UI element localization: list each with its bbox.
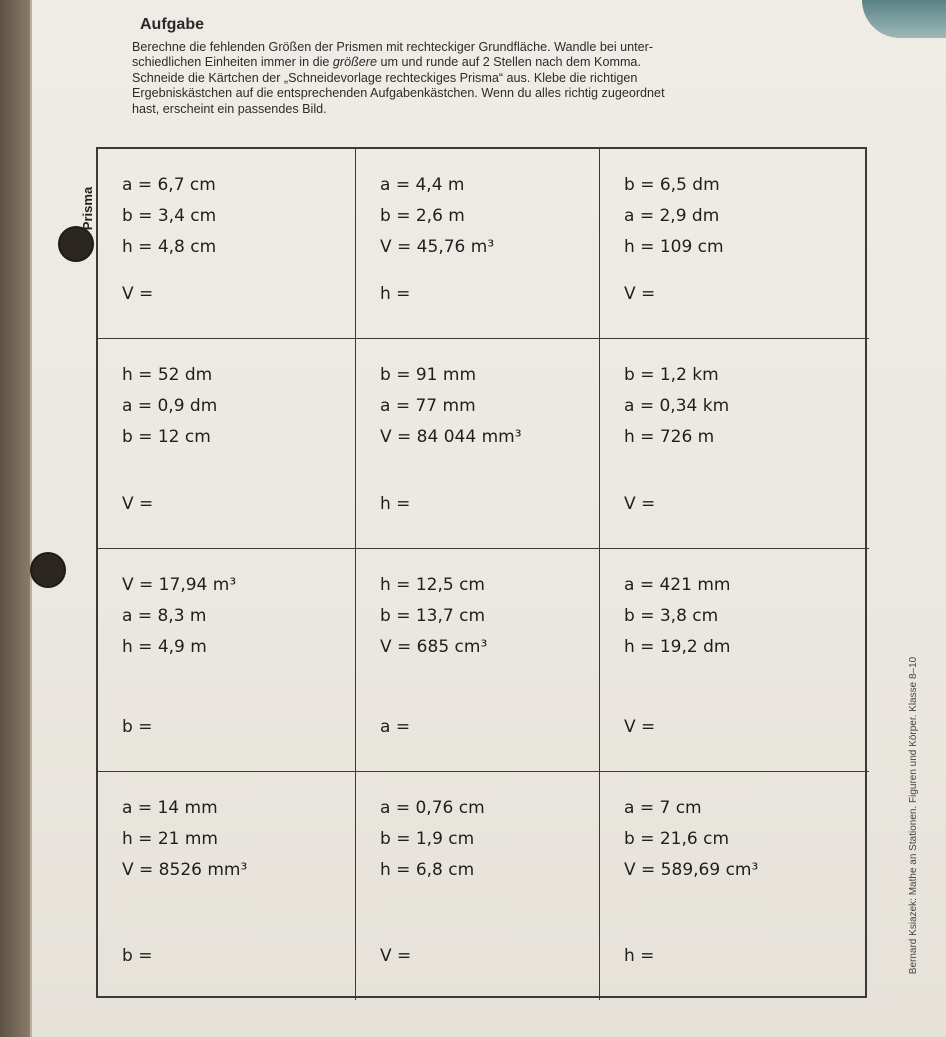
unknown-value: b = xyxy=(122,717,153,737)
task-card-grid xyxy=(96,147,867,998)
unknown-value: V = xyxy=(122,494,154,514)
given-value: h = 21 mm xyxy=(122,829,218,849)
page-title: Aufgabe xyxy=(140,16,204,33)
credit-text: Bernard Ksiazek: Mathe an Stationen. Figuren und Körper. Klasse 8–10 xyxy=(908,656,920,974)
task-card-12 xyxy=(600,772,869,1000)
given-value: h = 19,2 dm xyxy=(624,637,731,657)
instruction-emphasis: größere xyxy=(332,55,378,70)
instruction-line-2 xyxy=(132,55,802,70)
given-value: h = 109 cm xyxy=(624,237,724,257)
given-value: b = 91 mm xyxy=(380,365,476,385)
task-card-8 xyxy=(356,549,600,772)
unknown-value: V = xyxy=(122,284,154,304)
instruction-line-4: Ergebniskästchen auf die entsprechenden Aufgabenkästchen. Wenn du alles richtig zugeordnet xyxy=(132,86,665,101)
given-value: a = 14 mm xyxy=(122,798,218,818)
task-card-5 xyxy=(356,339,600,549)
task-card-4 xyxy=(98,339,356,549)
task-card-9 xyxy=(600,549,869,772)
task-card-10 xyxy=(98,772,356,1000)
given-value: a = 4,4 m xyxy=(380,175,465,195)
given-value: a = 0,34 km xyxy=(624,396,730,416)
given-value: b = 21,6 cm xyxy=(624,829,730,849)
given-value: h = 4,9 m xyxy=(122,637,207,657)
prisma-side-label xyxy=(78,168,98,248)
unknown-value: b = xyxy=(122,946,153,966)
instruction-line-3: Schneide die Kärtchen der „Schneidevorlage rechteckiges Prisma“ aus. Klebe die richtigen xyxy=(132,70,638,85)
instruction-line-1: Berechne die fehlenden Größen der Prismen mit rechteckiger Grundfläche. Wandle bei unter- xyxy=(132,40,654,54)
task-card-7 xyxy=(98,549,356,772)
given-value: a = 8,3 m xyxy=(122,606,207,626)
given-value: a = 7 cm xyxy=(624,798,702,818)
unknown-value: V = xyxy=(624,284,656,304)
given-value: b = 3,8 cm xyxy=(624,606,719,626)
unknown-value: h = xyxy=(624,946,655,966)
unknown-value: V = xyxy=(380,946,412,966)
task-card-6 xyxy=(600,339,869,549)
given-value: V = 685 cm³ xyxy=(380,637,488,657)
task-instructions xyxy=(132,40,802,117)
unknown-value: h = xyxy=(380,494,411,514)
unknown-value: V = xyxy=(624,494,656,514)
punch-hole-middle xyxy=(30,552,66,588)
given-value: h = 12,5 cm xyxy=(380,575,485,595)
given-value: h = 6,8 cm xyxy=(380,860,475,880)
unknown-value: a = xyxy=(380,717,411,737)
given-value: a = 0,9 dm xyxy=(122,396,218,416)
given-value: b = 1,9 cm xyxy=(380,829,475,849)
given-value: V = 17,94 m³ xyxy=(122,575,237,595)
given-value: V = 45,76 m³ xyxy=(380,237,495,257)
given-value: b = 1,2 km xyxy=(624,365,719,385)
given-value: h = 4,8 cm xyxy=(122,237,217,257)
given-value: a = 0,76 cm xyxy=(380,798,485,818)
given-value: h = 726 m xyxy=(624,427,715,447)
given-value: a = 77 mm xyxy=(380,396,476,416)
given-value: b = 3,4 cm xyxy=(122,206,217,226)
instruction-line-2a: schiedlichen Einheiten immer in die xyxy=(132,55,330,70)
given-value: V = 589,69 cm³ xyxy=(624,860,759,880)
unknown-value: h = xyxy=(380,284,411,304)
given-value: V = 84 044 mm³ xyxy=(380,427,522,447)
task-card-11 xyxy=(356,772,600,1000)
given-value: h = 52 dm xyxy=(122,365,213,385)
instruction-line-5: hast, erscheint ein passendes Bild. xyxy=(132,101,327,116)
instruction-line-2b: um und runde auf 2 Stellen nach dem Komma. xyxy=(377,55,641,70)
binder-edge xyxy=(0,0,30,1037)
given-value: b = 6,5 dm xyxy=(624,175,720,195)
given-value: a = 6,7 cm xyxy=(122,175,216,195)
given-value: b = 12 cm xyxy=(122,427,211,447)
given-value: a = 421 mm xyxy=(624,575,731,595)
task-card-2 xyxy=(356,149,600,339)
unknown-value: V = xyxy=(624,717,656,737)
given-value: b = 13,7 cm xyxy=(380,606,486,626)
task-card-3 xyxy=(600,149,869,339)
given-value: V = 8526 mm³ xyxy=(122,860,248,880)
given-value: b = 2,6 m xyxy=(380,206,465,226)
given-value: a = 2,9 dm xyxy=(624,206,720,226)
prisma-label-text: Prisma xyxy=(80,186,96,230)
credit-line xyxy=(902,600,926,1030)
task-card-1 xyxy=(98,149,356,339)
